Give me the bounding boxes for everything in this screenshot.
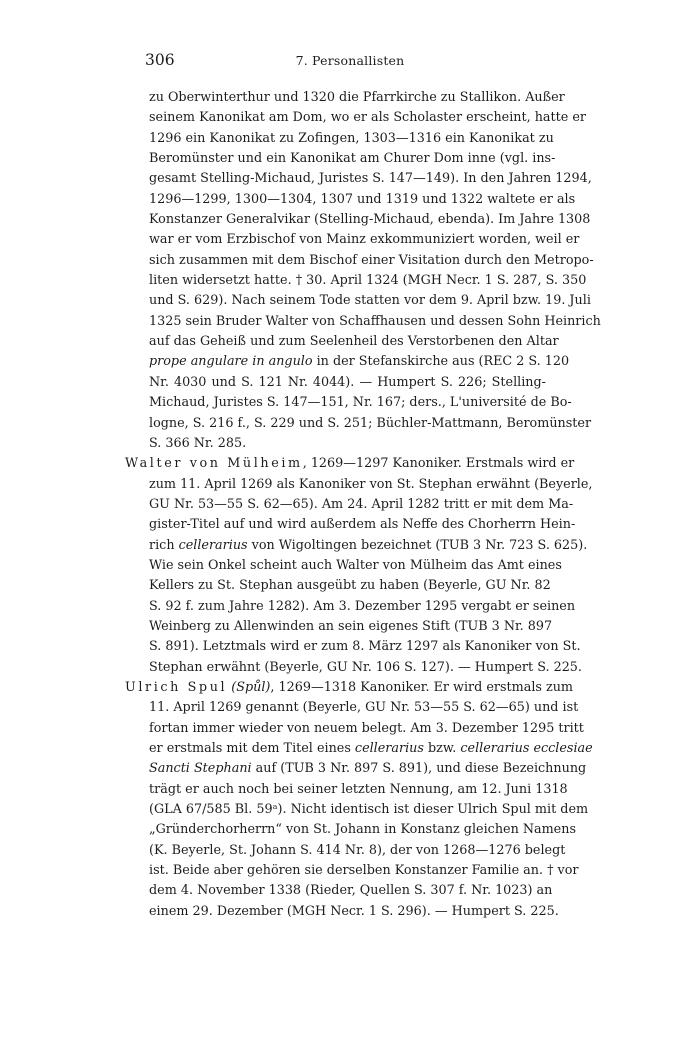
text-line: (GLA 67/585 Bl. 59ᵃ). Nicht identisch ist dieser Ulrich Spul mit dem — [149, 802, 589, 818]
text-line: einem 29. Dezember (MGH Necr. 1 S. 296). — Humpert S. 225. — [149, 903, 559, 919]
page-header — [0, 51, 700, 71]
text-line: Stephan erwähnt (Beyerle, GU Nr. 106 S. 127). — Humpert S. 225. — [149, 659, 582, 675]
text-line: Konstanzer Generalvikar (Stelling-Michaud, ebenda). Im Jahre 1308 — [149, 212, 591, 228]
text-line: (K. Beyerle, St. Johann S. 414 Nr. 8), der von 1268—1276 belegt — [149, 842, 566, 858]
entry-name: Ulrich Spul — [125, 679, 228, 695]
text-line: GU Nr. 53—55 S. 62—65). Am 24. April 1282 tritt er mit dem Ma- — [149, 496, 574, 512]
text-line: prope angulare in angulo in der Stefanskirche aus (REC 2 S. 120 — [149, 354, 570, 370]
entry-first-line-text: , 1269—1318 Kanoniker. Er wird erstmals zum — [270, 679, 574, 695]
text-line: zum 11. April 1269 als Kanoniker von St. Stephan erwähnt (Beyerle, — [149, 476, 593, 492]
text-line: gesamt Stelling-Michaud, Juristes S. 147—149). In den Jahren 1294, — [149, 171, 592, 187]
text-line: liten widersetzt hatte. † 30. April 1324 (MGH Necr. 1 S. 287, S. 350 — [149, 273, 587, 289]
body-text — [125, 88, 601, 922]
text-line: gister-Titel auf und wird außerdem als Neffe des Chorherrn Hein- — [149, 517, 576, 533]
text-line: 1325 sein Bruder Walter von Schaffhausen und dessen Sohn Heinrich — [149, 313, 601, 329]
text-line: S. 92 f. zum Jahre 1282). Am 3. Dezember 1295 vergabt er seinen — [149, 598, 576, 614]
entry-alt-name: (Spůl) — [231, 679, 271, 695]
text-line: Beromünster und ein Kanonikat am Churer Dom inne (vgl. ins- — [149, 151, 556, 167]
entry-first-line-text: , 1269—1297 Kanoniker. Erstmals wird er — [302, 456, 575, 472]
text-line: Michaud, Juristes S. 147—151, Nr. 167; ders., L'université de Bo- — [149, 395, 572, 411]
text-line: Sancti Stephani auf (TUB 3 Nr. 897 S. 891), und diese Bezeichnung — [149, 761, 587, 777]
page-number: 306 — [145, 51, 175, 69]
continuation-paragraph — [149, 88, 601, 454]
text-line: sich zusammen mit dem Bischof einer Visitation durch den Metropo- — [149, 252, 594, 268]
entry-first-line — [125, 678, 574, 698]
text-line: Weinberg zu Allenwinden an sein eigenes Stift (TUB 3 Nr. 897 — [149, 618, 553, 634]
text-line: S. 366 Nr. 285. — [149, 435, 247, 451]
text-line: 11. April 1269 genannt (Beyerle, GU Nr. 53—55 S. 62—65) und ist — [149, 700, 579, 716]
text-line: 1296 ein Kanonikat zu Zofingen, 1303—1316 ein Kanonikat zu — [149, 130, 554, 146]
text-line: dem 4. November 1338 (Rieder, Quellen S. 307 f. Nr. 1023) an — [149, 883, 553, 899]
entry-lines — [149, 475, 593, 678]
entry-ulrich-spul — [125, 678, 593, 922]
text-line: S. 891). Letztmals wird er zum 8. März 1297 als Kanoniker von St. — [149, 639, 581, 655]
text-line: trägt er auch noch bei seiner letzten Nennung, am 12. Juni 1318 — [149, 781, 568, 797]
text-line: fortan immer wieder von neuem belegt. Am 3. Dezember 1295 tritt — [149, 720, 584, 736]
text-line: logne, S. 216 f., S. 229 und S. 251; Büchler-Mattmann, Beromünster — [149, 415, 592, 431]
text-line: 1296—1299, 1300—1304, 1307 und 1319 und 1322 waltete er als — [149, 191, 576, 207]
text-line: „Gründerchorherrn“ von St. Johann in Konstanz gleichen Namens — [149, 822, 576, 838]
text-line: Nr. 4030 und S. 121 Nr. 4044). — Humpert S. 226; Stelling- — [149, 374, 546, 390]
text-line: auf das Geheiß und zum Seelenheil des Verstorbenen den Altar — [149, 334, 559, 350]
text-line: war er vom Erzbischof von Mainz exkommuniziert worden, weil er — [149, 232, 580, 248]
text-line: ist. Beide aber gehören sie derselben Konstanzer Familie an. † vor — [149, 863, 579, 879]
entry-walter-von-muelheim — [125, 454, 593, 678]
text-line: Kellers zu St. Stephan ausgeübt zu haben (Beyerle, GU Nr. 82 — [149, 578, 551, 594]
entry-name: Walter von Mülheim — [125, 456, 303, 472]
text-line: er erstmals mit dem Titel eines cellerarius bzw. cellerarius ecclesiae — [149, 741, 593, 756]
text-line: rich cellerarius von Wigoltingen bezeichnet (TUB 3 Nr. 723 S. 625). — [149, 537, 588, 553]
entry-lines — [149, 698, 593, 922]
text-line: Wie sein Onkel scheint auch Walter von Mülheim das Amt eines — [149, 557, 562, 573]
running-head: 7. Personallisten — [295, 53, 405, 68]
text-line: zu Oberwinterthur und 1320 die Pfarrkirche zu Stallikon. Außer — [149, 90, 565, 105]
text-line: seinem Kanonikat am Dom, wo er als Scholaster erscheint, hatte er — [149, 110, 587, 126]
entry-first-line — [125, 454, 575, 474]
text-line: und S. 629). Nach seinem Tode statten vor dem 9. April bzw. 19. Juli — [149, 293, 591, 309]
